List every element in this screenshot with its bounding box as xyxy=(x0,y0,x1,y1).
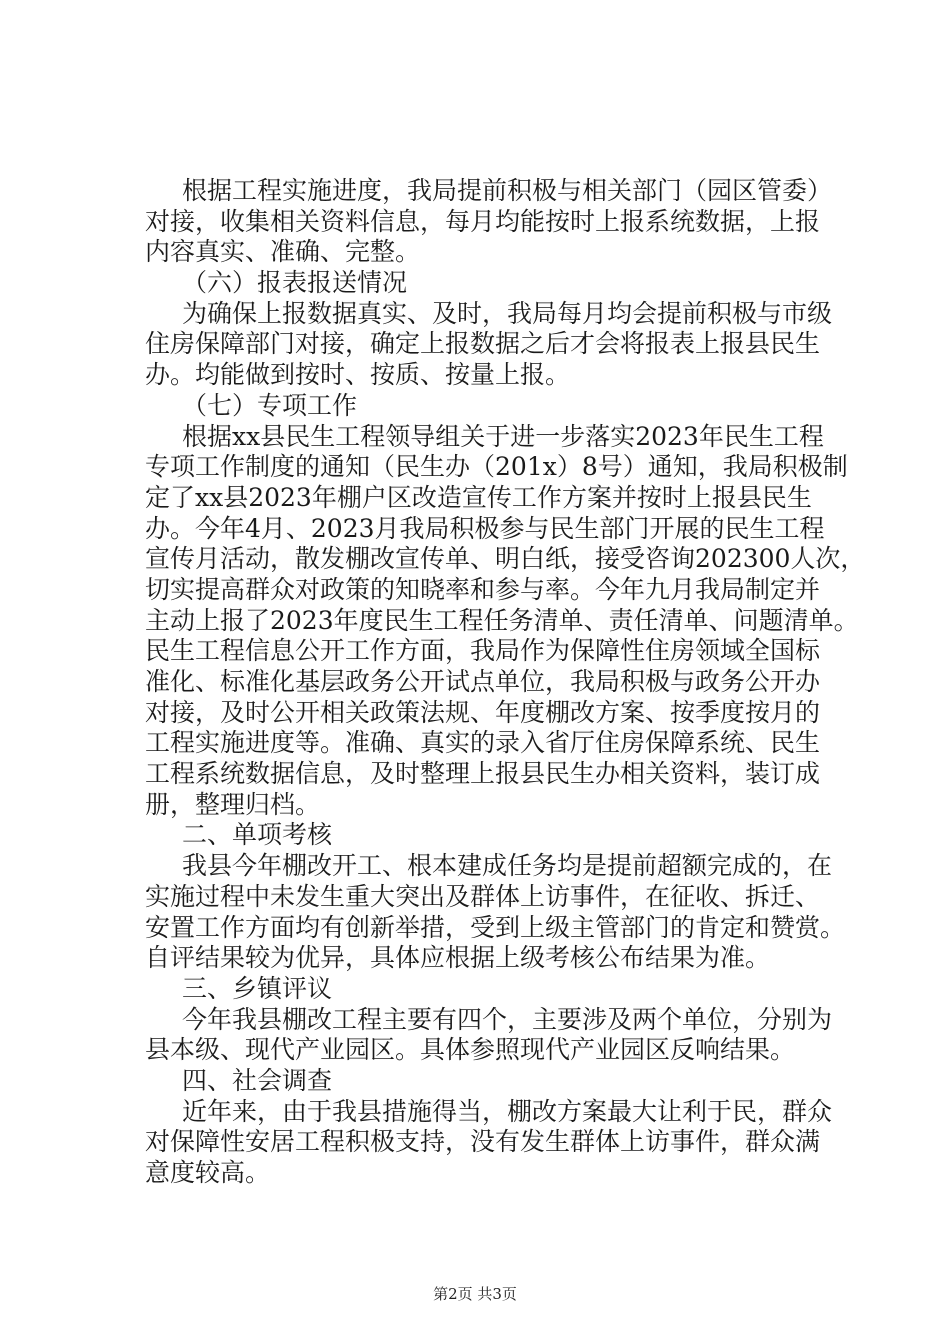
text-line: 切实提高群众对政策的知晓率和参与率。今年九月我局制定并 xyxy=(145,574,821,604)
text-line: 主动上报了2023年度民生工程任务清单、责任清单、问题清单。 xyxy=(145,605,859,635)
text-line: 根据工程实施进度，我局提前积极与相关部门（园区管委） xyxy=(182,176,833,205)
text-line: 准化、标准化基层政务公开试点单位，我局积极与政务公开办 xyxy=(145,667,821,696)
section-heading: （七）专项工作 xyxy=(182,390,358,420)
text-line: 住房保障部门对接，确定上报数据之后才会将报表上报县民生 xyxy=(145,329,821,359)
section-heading: （六）报表报送情况 xyxy=(182,268,408,298)
text-line: 办。均能做到按时、按质、按量上报。 xyxy=(145,360,571,390)
text-line: 县本级、现代产业园区。具体参照现代产业园区反响结果。 xyxy=(145,1035,796,1065)
text-line: 定了xx县2023年棚户区改造宣传工作方案并按时上报县民生 xyxy=(145,482,812,512)
section-heading: 四、社会调查 xyxy=(182,1065,333,1095)
section-heading: 二、单项考核 xyxy=(182,820,333,850)
text-line: 工程实施进度等。准确、真实的录入省厅住房保障系统、民生 xyxy=(145,728,821,758)
text-line: 工程系统数据信息，及时整理上报县民生办相关资料，装订成 xyxy=(145,759,821,789)
text-line: 专项工作制度的通知（民生办（201x）8号）通知，我局积极制 xyxy=(145,452,848,482)
text-line: 我县今年棚改开工、根本建成任务均是提前超额完成的，在 xyxy=(182,851,833,881)
text-line: 今年我县棚改工程主要有四个，主要涉及两个单位，分别为 xyxy=(182,1004,833,1034)
document-body xyxy=(145,176,866,1189)
text-line: 近年来，由于我县措施得当，棚改方案最大让利于民，群众 xyxy=(182,1096,833,1126)
text-line: 内容真实、准确、完整。 xyxy=(145,237,421,267)
text-line: 安置工作方面均有创新举措，受到上级主管部门的肯定和赞赏。 xyxy=(145,912,846,942)
text-line: 根据xx县民生工程领导组关于进一步落实2023年民生工程 xyxy=(182,421,824,451)
page-footer: 第2页 共3页 xyxy=(433,1285,517,1303)
text-line: 册，整理归档。 xyxy=(145,789,321,819)
text-line: 自评结果较为优异，具体应根据上级考核公布结果为准。 xyxy=(145,943,771,973)
text-line: 民生工程信息公开工作方面，我局作为保障性住房领域全国标 xyxy=(145,636,821,666)
text-line: 对接，及时公开相关政策法规、年度棚改方案、按季度按月的 xyxy=(145,697,821,727)
text-line: 宣传月活动，散发棚改宣传单、明白纸，接受咨询202300人次， xyxy=(145,544,866,574)
text-line: 为确保上报数据真实、及时，我局每月均会提前积极与市级 xyxy=(182,298,833,328)
section-heading: 三、乡镇评议 xyxy=(182,973,333,1003)
text-line: 对接，收集相关资料信息，每月均能按时上报系统数据，上报 xyxy=(145,206,821,236)
text-line: 办。今年4月、2023月我局积极参与民生部门开展的民生工程 xyxy=(145,513,825,543)
text-line: 对保障性安居工程积极支持，没有发生群体上访事件，群众满 xyxy=(145,1127,821,1157)
text-line: 意度较高。 xyxy=(145,1158,271,1187)
text-line: 实施过程中未发生重大突出及群体上访事件，在征收、拆迁、 xyxy=(145,881,821,911)
